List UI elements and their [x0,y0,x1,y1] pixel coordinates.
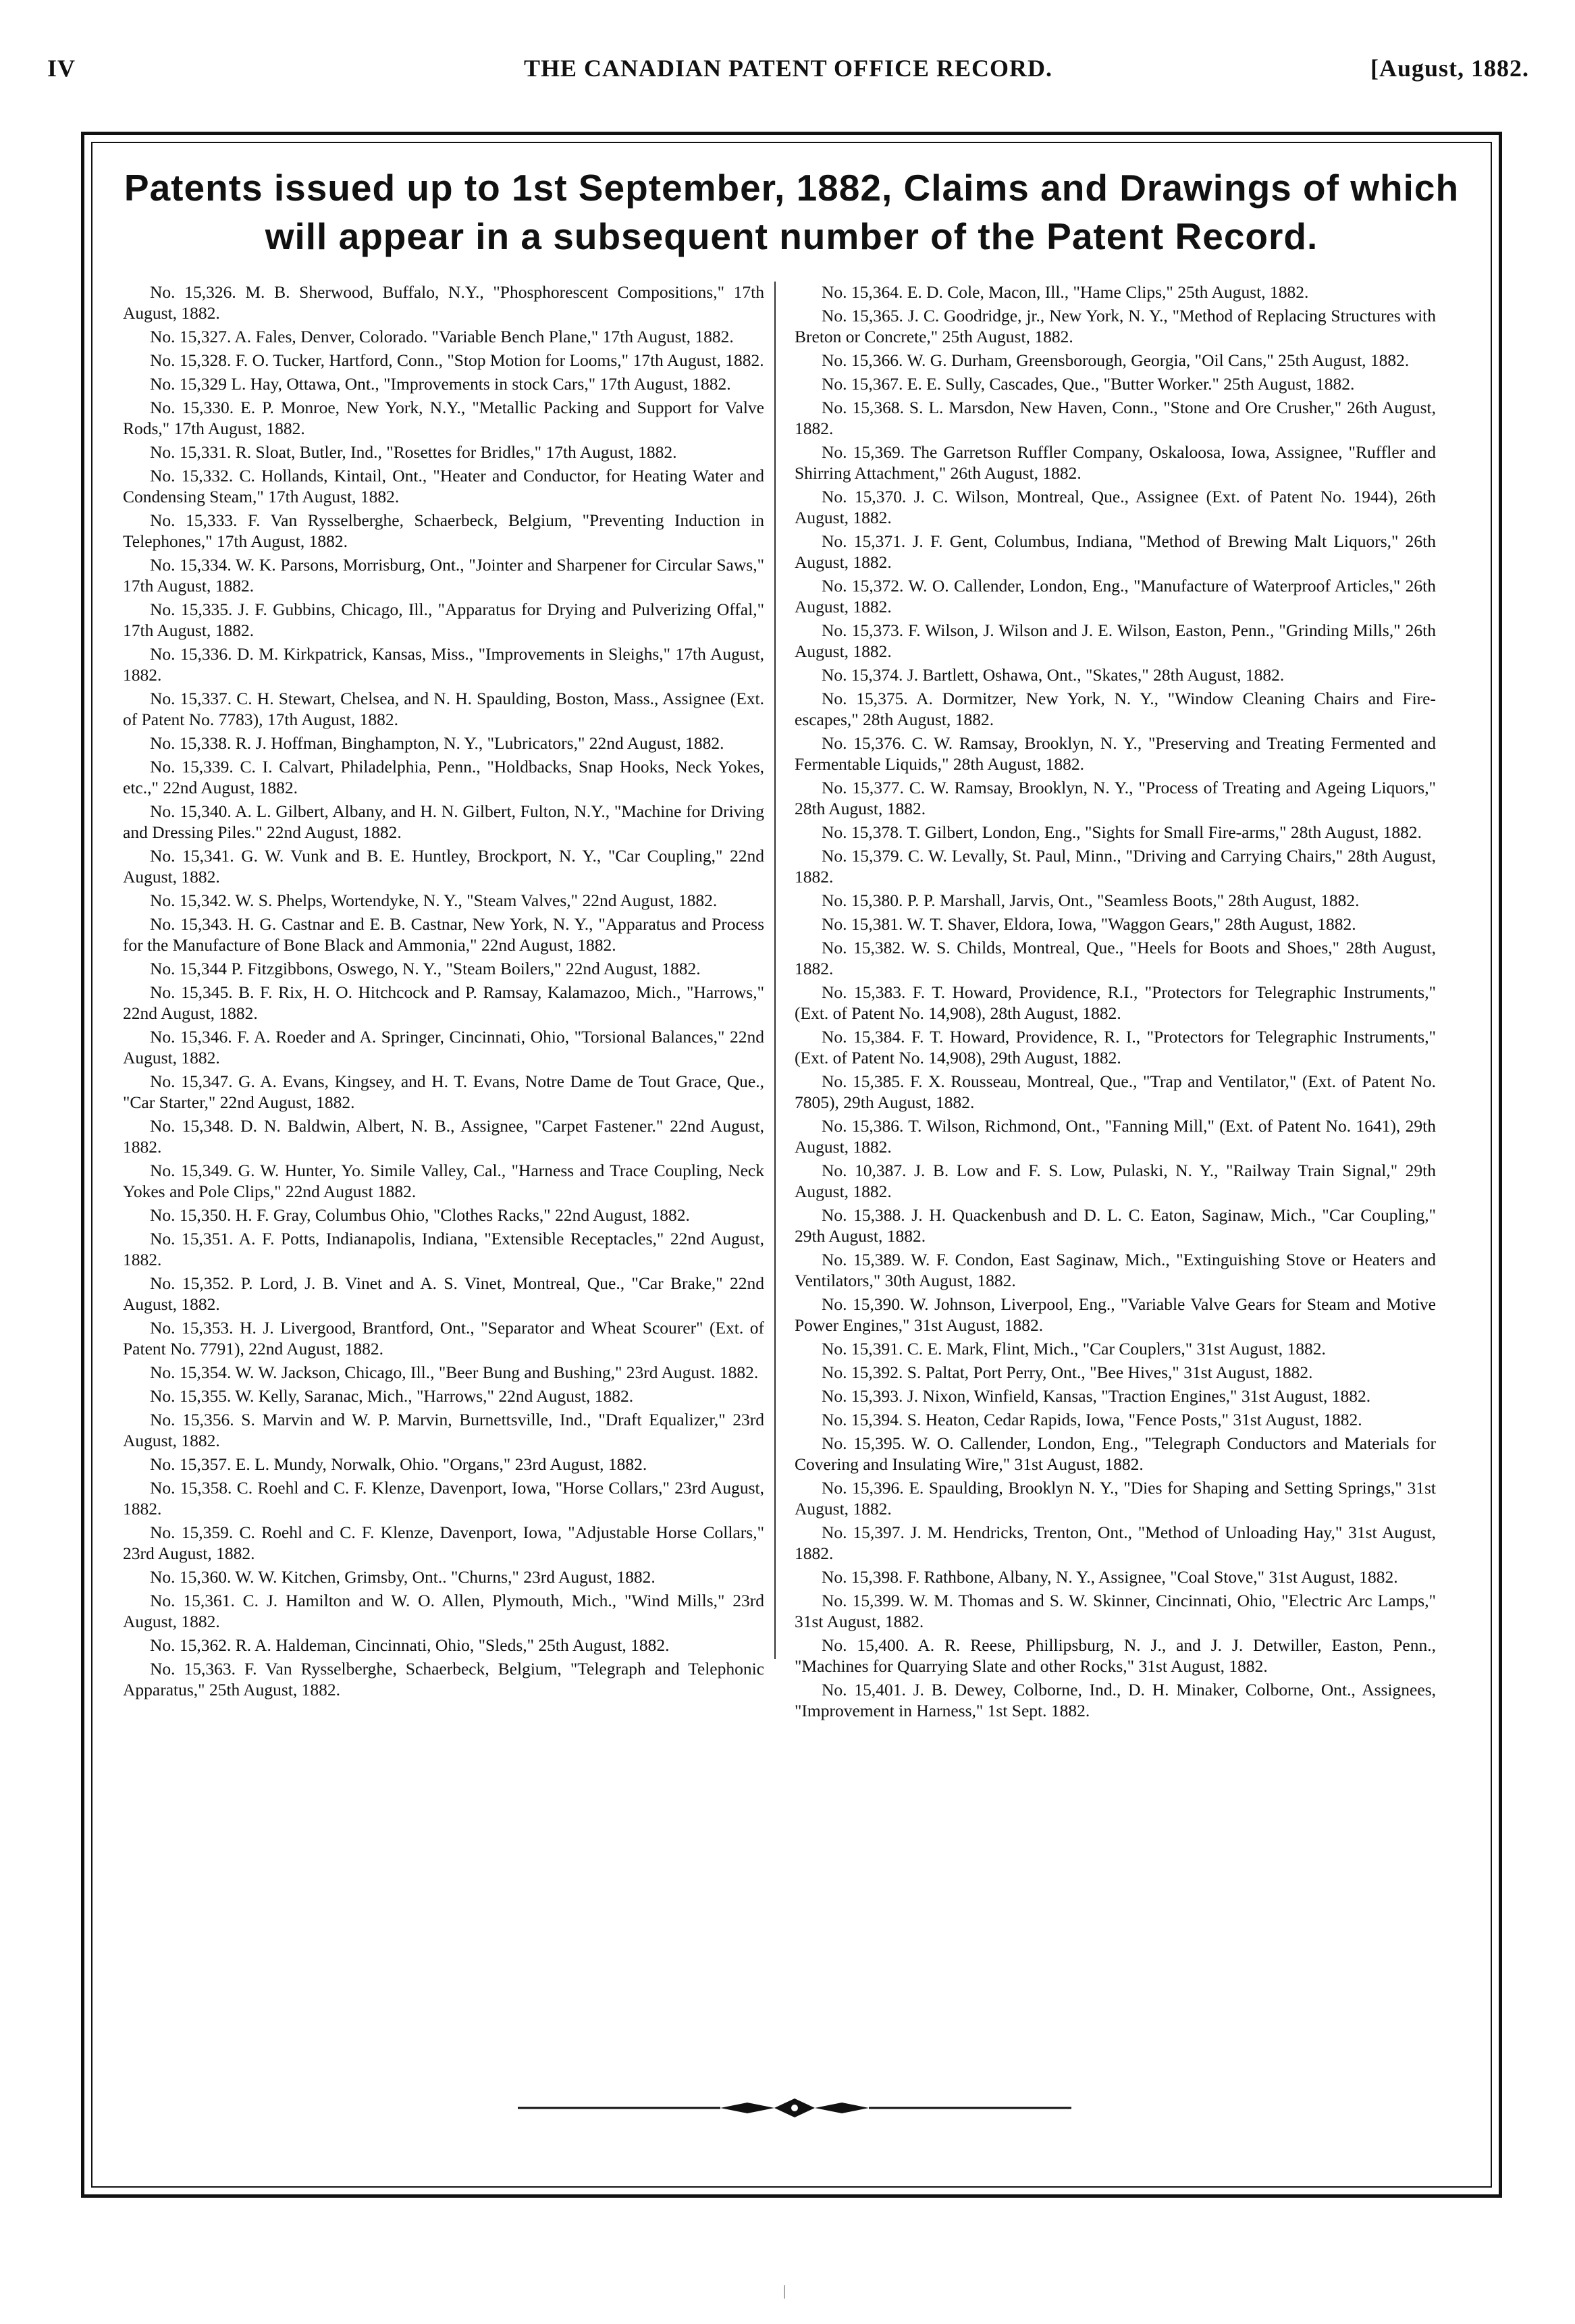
patent-entry: No. 15,364. E. D. Cole, Macon, Ill., "Hame Clips," 25th August, 1882. [822,282,1309,302]
patent-entry: No. 15,366. W. G. Durham, Greensborough, Georgia, "Oil Cans," 25th August, 1882. [822,350,1410,370]
patent-entry: No. 15,365. J. C. Goodridge, jr., New York, N. Y., "Method of Replacing Structures with Breton or Concrete," 25th August, 1882. [795,306,1436,346]
article-headline: Patents issued up to 1st September, 1882, Claims and Drawings of which will appear in a subsequent number of the Patent Record. [124,167,1460,257]
patent-entry: No. 15,354. W. W. Jackson, Chicago, Ill., "Beer Bung and Bushing," 23rd August. 1882. [150,1363,759,1382]
article-frame [81,132,1502,2198]
patent-entry: No. 15,340. A. L. Gilbert, Albany, and H. N. Gilbert, Fulton, N.Y., "Machine for Driving and Dressing Piles." 22nd August, 1882. [123,801,764,842]
patent-entry: No. 15,377. C. W. Ramsay, Brooklyn, N. Y., "Process of Treating and Ageing Liquors," 28th August, 1882. [795,778,1436,818]
patent-entry: No. 15,333. F. Van Rysselberghe, Schaerbeck, Belgium, "Preventing Induction in Telephones," 17th August, 1882. [123,510,764,551]
patent-entry: No. 15,396. E. Spaulding, Brooklyn N. Y., "Dies for Shaping and Setting Springs," 31st August, 1882. [795,1478,1436,1518]
patent-entry: No. 15,359. C. Roehl and C. F. Klenze, Davenport, Iowa, "Adjustable Horse Collars," 23rd August, 1882. [123,1523,764,1563]
patent-entry: No. 15,335. J. F. Gubbins, Chicago, Ill., "Apparatus for Drying and Pulverizing Offal," 17th August, 1882. [123,600,764,640]
patent-entry: No. 15,361. C. J. Hamilton and W. O. Allen, Plymouth, Mich., "Wind Mills," 23rd August, 1882. [123,1591,764,1631]
patent-entry: No. 15,378. T. Gilbert, London, Eng., "Sights for Small Fire-arms," 28th August, 1882. [822,822,1422,842]
patent-entry: No. 15,371. J. F. Gent, Columbus, Indiana, "Method of Brewing Malt Liquors," 26th August, 1882. [795,531,1436,572]
patent-entry: No. 15,348. D. N. Baldwin, Albert, N. B., Assignee, "Carpet Fastener." 22nd August, 1882. [123,1116,764,1157]
patent-entry: No. 15,341. G. W. Vunk and B. E. Huntley, Brockport, N. Y., "Car Coupling," 22nd August, 1882. [123,846,764,887]
patent-entry: No. 15,373. F. Wilson, J. Wilson and J. E. Wilson, Easton, Penn., "Grinding Mills," 26th August, 1882. [795,620,1436,661]
article-frame-inner-border [91,142,1492,2188]
patent-entry: No. 15,376. C. W. Ramsay, Brooklyn, N. Y., "Preserving and Treating Fermented and Fermentable Liquids," 28th August, 1882. [795,733,1436,774]
patent-entry: No. 15,369. The Garretson Ruffler Company, Oskaloosa, Iowa, Assignee, "Ruffler and Shirring Attachment," 26th August, 1882. [795,442,1436,483]
patent-entry: No. 15,343. H. G. Castnar and E. B. Castnar, New York, N. Y., "Apparatus and Process for the Manufacture of Bone Black and Ammonia," 22nd August, 1882. [123,914,764,955]
patent-entry: No. 15,372. W. O. Callender, London, Eng., "Manufacture of Waterproof Articles," 26th August, 1882. [795,576,1436,616]
patent-entry: No. 15,382. W. S. Childs, Montreal, Que., "Heels for Boots and Shoes," 28th August, 1882. [795,938,1436,978]
patent-entry: No. 15,360. W. W. Kitchen, Grimsby, Ont.. "Churns," 23rd August, 1882. [150,1567,656,1587]
patent-entry: No. 15,327. A. Fales, Denver, Colorado. "Variable Bench Plane," 17th August, 1882. [150,327,734,346]
running-head [47,54,1529,101]
patent-entry: No. 15,329 L. Hay, Ottawa, Ont., "Improvements in stock Cars," 17th August, 1882. [150,374,731,394]
patent-entry: No. 15,362. R. A. Haldeman, Cincinnati, Ohio, "Sleds," 25th August, 1882. [150,1635,670,1655]
patent-entry: No. 15,375. A. Dormitzer, New York, N. Y., "Window Cleaning Chairs and Fire-escapes," 28th August, 1882. [795,689,1436,729]
patent-entry: No. 15,350. H. F. Gray, Columbus Ohio, "Clothes Racks," 22nd August, 1882. [150,1205,690,1225]
patent-entry: No. 15,339. C. I. Calvart, Philadelphia, Penn., "Holdbacks, Snap Hooks, Neck Yokes, etc.," 22nd August, 1882. [123,757,764,797]
patent-entry: No. 15,384. F. T. Howard, Providence, R. I., "Protectors for Telegraphic Instruments," (Ext. of Patent No. 14,908), 29th August, 1882. [795,1027,1436,1067]
right-column [795,282,1436,1724]
patent-entry: No. 15,352. P. Lord, J. B. Vinet and A. S. Vinet, Montreal, Que., "Car Brake," 22nd August, 1882. [123,1273,764,1314]
patent-entry: No. 15,357. E. L. Mundy, Norwalk, Ohio. "Organs," 23rd August, 1882. [150,1454,647,1474]
patent-entry: No. 15,395. W. O. Callender, London, Eng., "Telegraph Conductors and Materials for Covering and Insulating Wire," 31st August, 1882. [795,1433,1436,1474]
patent-entry: No. 15,386. T. Wilson, Richmond, Ont., "Fanning Mill," (Ext. of Patent No. 1641), 29th August, 1882. [795,1116,1436,1157]
patent-entry: No. 15,363. F. Van Rysselberghe, Schaerbeck, Belgium, "Telegraph and Telephonic Apparatus," 25th August, 1882. [123,1659,764,1699]
patent-entry: No. 15,383. F. T. Howard, Providence, R.I., "Protectors for Telegraphic Instruments," (Ext. of Patent No. 14,908), 28th August, 1882. [795,982,1436,1023]
patent-entry: No. 15,394. S. Heaton, Cedar Rapids, Iowa, "Fence Posts," 31st August, 1882. [822,1410,1362,1429]
patent-entry: No. 15,399. W. M. Thomas and S. W. Skinner, Cincinnati, Ohio, "Electric Arc Lamps," 31st August, 1882. [795,1591,1436,1631]
patent-entry: No. 15,389. W. F. Condon, East Saginaw, Mich., "Extinguishing Stove or Heaters and Ventilators," 30th August, 1882. [795,1250,1436,1290]
patent-entry: No. 15,344 P. Fitzgibbons, Oswego, N. Y., "Steam Boilers," 22nd August, 1882. [150,959,701,978]
patent-entry: No. 15,349. G. W. Hunter, Yo. Simile Valley, Cal., "Harness and Trace Coupling, Neck Yokes and Pole Clips," 22nd August 1882. [123,1161,764,1201]
patent-entry: No. 15,338. R. J. Hoffman, Binghampton, N. Y., "Lubricators," 22nd August, 1882. [150,733,724,753]
patent-entry: No. 15,385. F. X. Rousseau, Montreal, Que., "Trap and Ventilator," (Ext. of Patent No. 7805), 29th August, 1882. [795,1072,1436,1112]
patent-entry: No. 15,334. W. K. Parsons, Morrisburg, Ont., "Jointer and Sharpener for Circular Saws," 17th August, 1882. [123,555,764,596]
issue-date: [August, 1882. [1370,55,1529,82]
patent-entry: No. 15,358. C. Roehl and C. F. Klenze, Davenport, Iowa, "Horse Collars," 23rd August, 1882. [123,1478,764,1518]
patent-entry: No. 15,367. E. E. Sully, Cascades, Que., "Butter Worker." 25th August, 1882. [822,374,1355,394]
page-number: IV [47,55,76,82]
patent-entry: No. 15,401. J. B. Dewey, Colborne, Ind., D. H. Minaker, Colborne, Ont., Assignees, "Improvement in Harness," 1st Sept. 1882. [795,1680,1436,1720]
patent-entry: No. 15,400. A. R. Reese, Phillipsburg, N. J., and J. J. Detwiller, Easton, Penn., "Machines for Quarrying Slate and other Rocks," 31st August, 1882. [795,1635,1436,1676]
patent-entry: No. 15,355. W. Kelly, Saranac, Mich., "Harrows," 22nd August, 1882. [150,1386,634,1406]
patent-entry: No. 15,381. W. T. Shaver, Eldora, Iowa, "Waggon Gears," 28th August, 1882. [822,914,1356,934]
patent-entry: No. 15,326. M. B. Sherwood, Buffalo, N.Y., "Phosphorescent Compositions," 17th August, 1882. [123,282,764,323]
patent-entry: No. 15,328. F. O. Tucker, Hartford, Conn., "Stop Motion for Looms," 17th August, 1882. [150,350,764,370]
patent-entry: No. 15,347. G. A. Evans, Kingsey, and H. T. Evans, Notre Dame de Tout Grace, Que., "Car Starter," 22nd August, 1882. [123,1072,764,1112]
patent-entry: No. 15,330. E. P. Monroe, New York, N.Y., "Metallic Packing and Support for Valve Rods," 17th August, 1882. [123,398,764,438]
patent-entry: No. 15,388. J. H. Quackenbush and D. L. C. Eaton, Saginaw, Mich., "Car Coupling," 29th August, 1882. [795,1205,1436,1246]
patent-entry: No. 15,393. J. Nixon, Winfield, Kansas, "Traction Engines," 31st August, 1882. [822,1386,1371,1406]
patent-entry: No. 15,397. J. M. Hendricks, Trenton, Ont., "Method of Unloading Hay," 31st August, 1882. [795,1523,1436,1563]
patent-entry: No. 15,379. C. W. Levally, St. Paul, Minn., "Driving and Carrying Chairs," 28th August, 1882. [795,846,1436,887]
patent-entry: No. 15,356. S. Marvin and W. P. Marvin, Burnettsville, Ind., "Draft Equalizer," 23rd August, 1882. [123,1410,764,1450]
patent-entry: No. 15,368. S. L. Marsdon, New Haven, Conn., "Stone and Ore Crusher," 26th August, 1882. [795,398,1436,438]
patent-entry: No. 15,332. C. Hollands, Kintail, Ont., "Heater and Conductor, for Heating Water and Condensing Steam," 17th August, 1882. [123,466,764,506]
patent-entry: No. 15,345. B. F. Rix, H. O. Hitchcock and P. Ramsay, Kalamazoo, Mich., "Harrows," 22nd August, 1882. [123,982,764,1023]
column-divider [774,282,776,1659]
patent-entry: No. 15,337. C. H. Stewart, Chelsea, and N. H. Spaulding, Boston, Mass., Assignee (Ext. of Patent No. 7783), 17th August, 1882. [123,689,764,729]
patent-entry: No. 15,331. R. Sloat, Butler, Ind., "Rosettes for Bridles," 17th August, 1882. [150,442,677,462]
patent-entry: No. 15,342. W. S. Phelps, Wortendyke, N. Y., "Steam Valves," 22nd August, 1882. [150,891,718,910]
ornament-divider [518,2094,1071,2121]
patent-entry: No. 10,387. J. B. Low and F. S. Low, Pulaski, N. Y., "Railway Train Signal," 29th August, 1882. [795,1161,1436,1201]
patent-entry: No. 15,390. W. Johnson, Liverpool, Eng., "Variable Valve Gears for Steam and Motive Power Engines," 31st August, 1882. [795,1294,1436,1335]
patent-entry: No. 15,336. D. M. Kirkpatrick, Kansas, Miss., "Improvements in Sleighs," 17th August, 1882. [123,644,764,685]
patent-entry: No. 15,370. J. C. Wilson, Montreal, Que., Assignee (Ext. of Patent No. 1944), 26th August, 1882. [795,487,1436,527]
left-column [123,282,764,1703]
patent-entry: No. 15,346. F. A. Roeder and A. Springer, Cincinnati, Ohio, "Torsional Balances," 22nd August, 1882. [123,1027,764,1067]
page-footer-mark: | [783,2282,786,2299]
patent-entry: No. 15,392. S. Paltat, Port Perry, Ont., "Bee Hives," 31st August, 1882. [822,1363,1313,1382]
patent-entry: No. 15,374. J. Bartlett, Oshawa, Ont., "Skates," 28th August, 1882. [822,665,1285,685]
patent-entry: No. 15,391. C. E. Mark, Flint, Mich., "Car Couplers," 31st August, 1882. [822,1339,1326,1358]
patent-entry: No. 15,380. P. P. Marshall, Jarvis, Ont., "Seamless Boots," 28th August, 1882. [822,891,1360,910]
patent-entry: No. 15,398. F. Rathbone, Albany, N. Y., Assignee, "Coal Stove," 31st August, 1882. [822,1567,1398,1587]
publication-title: THE CANADIAN PATENT OFFICE RECORD. [523,55,1053,82]
patent-entry: No. 15,353. H. J. Livergood, Brantford, Ont., "Separator and Wheat Scourer" (Ext. of Patent No. 7791), 22nd August, 1882. [123,1318,764,1358]
patent-entry: No. 15,351. A. F. Potts, Indianapolis, Indiana, "Extensible Receptacles," 22nd August, 1882. [123,1229,764,1269]
